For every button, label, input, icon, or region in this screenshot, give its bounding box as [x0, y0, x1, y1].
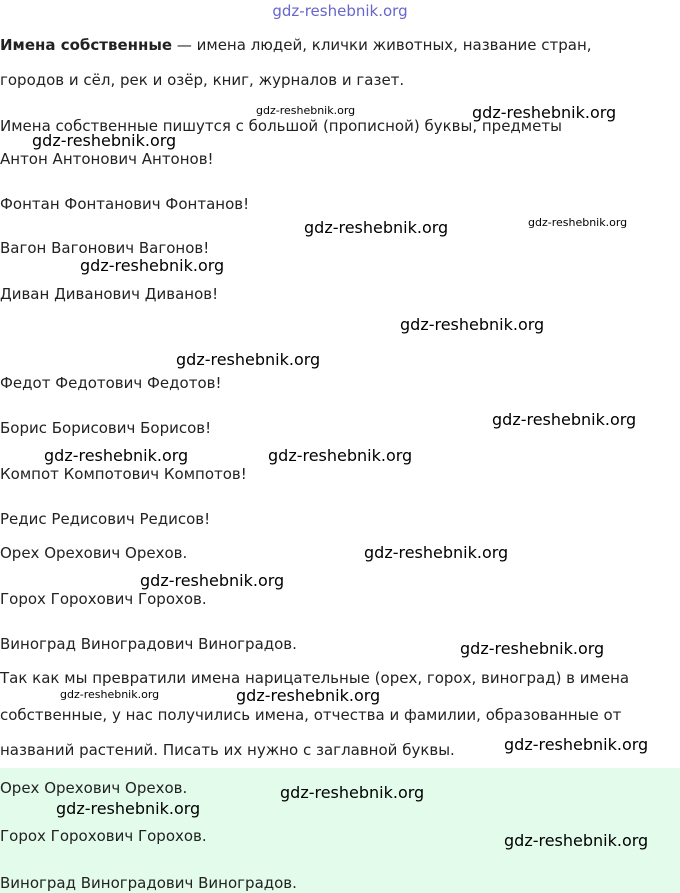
watermark: gdz-reshebnik.org	[32, 131, 177, 150]
name-line: Антон Антонович Антонов!	[0, 150, 214, 168]
explanation-line-3: названий растений. Писать их нужно с заглавной буквы.	[0, 741, 455, 759]
watermark: gdz-reshebnik.org	[80, 256, 225, 275]
name-line: Горох Горохович Горохов.	[0, 590, 207, 608]
name-line: Орех Орехович Орехов.	[0, 544, 188, 562]
name-line: Компот Компотович Компотов!	[0, 465, 247, 483]
watermark: gdz-reshebnik.org	[364, 543, 509, 562]
watermark: gdz-reshebnik.org	[44, 446, 189, 465]
watermark: gdz-reshebnik.org	[56, 799, 201, 818]
site-header-link[interactable]: gdz-reshebnik.org	[272, 2, 408, 20]
watermark: gdz-reshebnik.org	[236, 686, 381, 705]
watermark: gdz-reshebnik.org	[256, 104, 356, 117]
watermark: gdz-reshebnik.org	[304, 218, 449, 237]
name-line: Диван Диванович Диванов!	[0, 285, 219, 303]
watermark: gdz-reshebnik.org	[140, 571, 285, 590]
name-line: Редис Редисович Редисов!	[0, 510, 211, 528]
answer-line: Горох Горохович Горохов.	[0, 827, 207, 845]
name-line: Борис Борисович Борисов!	[0, 419, 212, 437]
explanation-line-2: собственные, у нас получились имена, отчества и фамилии, образованные от	[0, 706, 622, 724]
answer-line: Виноград Виноградович Виноградов.	[0, 874, 297, 892]
name-line: Вагон Вагонович Вагонов!	[0, 239, 210, 257]
definition-term: Имена собственные	[0, 36, 173, 54]
watermark: gdz-reshebnik.org	[460, 639, 605, 658]
watermark: gdz-reshebnik.org	[492, 410, 637, 429]
watermark: gdz-reshebnik.org	[504, 735, 649, 754]
definition-line-2: городов и сёл, рек и озёр, книг, журналов и газет.	[0, 71, 405, 89]
watermark: gdz-reshebnik.org	[400, 315, 545, 334]
watermark: gdz-reshebnik.org	[280, 783, 425, 802]
watermark: gdz-reshebnik.org	[528, 216, 628, 229]
definition-text: — имена людей, клички животных, название стран,	[172, 36, 592, 54]
name-line: Федот Федотович Федотов!	[0, 374, 222, 392]
name-line: Фонтан Фонтанович Фонтанов!	[0, 195, 250, 213]
name-line: Виноград Виноградович Виноградов.	[0, 635, 297, 653]
definition-line-1	[0, 35, 592, 55]
explanation-line-1: Так как мы превратили имена нарицательные (орех, горох, виноград) в имена	[0, 669, 630, 687]
answer-line: Орех Орехович Орехов.	[0, 779, 188, 797]
watermark: gdz-reshebnik.org	[472, 103, 617, 122]
watermark: gdz-reshebnik.org	[60, 688, 160, 701]
watermark: gdz-reshebnik.org	[268, 446, 413, 465]
watermark: gdz-reshebnik.org	[176, 350, 321, 369]
rule-text: Имена собственные пишутся с большой (прописной) буквы, предметы	[0, 117, 562, 135]
watermark: gdz-reshebnik.org	[504, 831, 649, 850]
